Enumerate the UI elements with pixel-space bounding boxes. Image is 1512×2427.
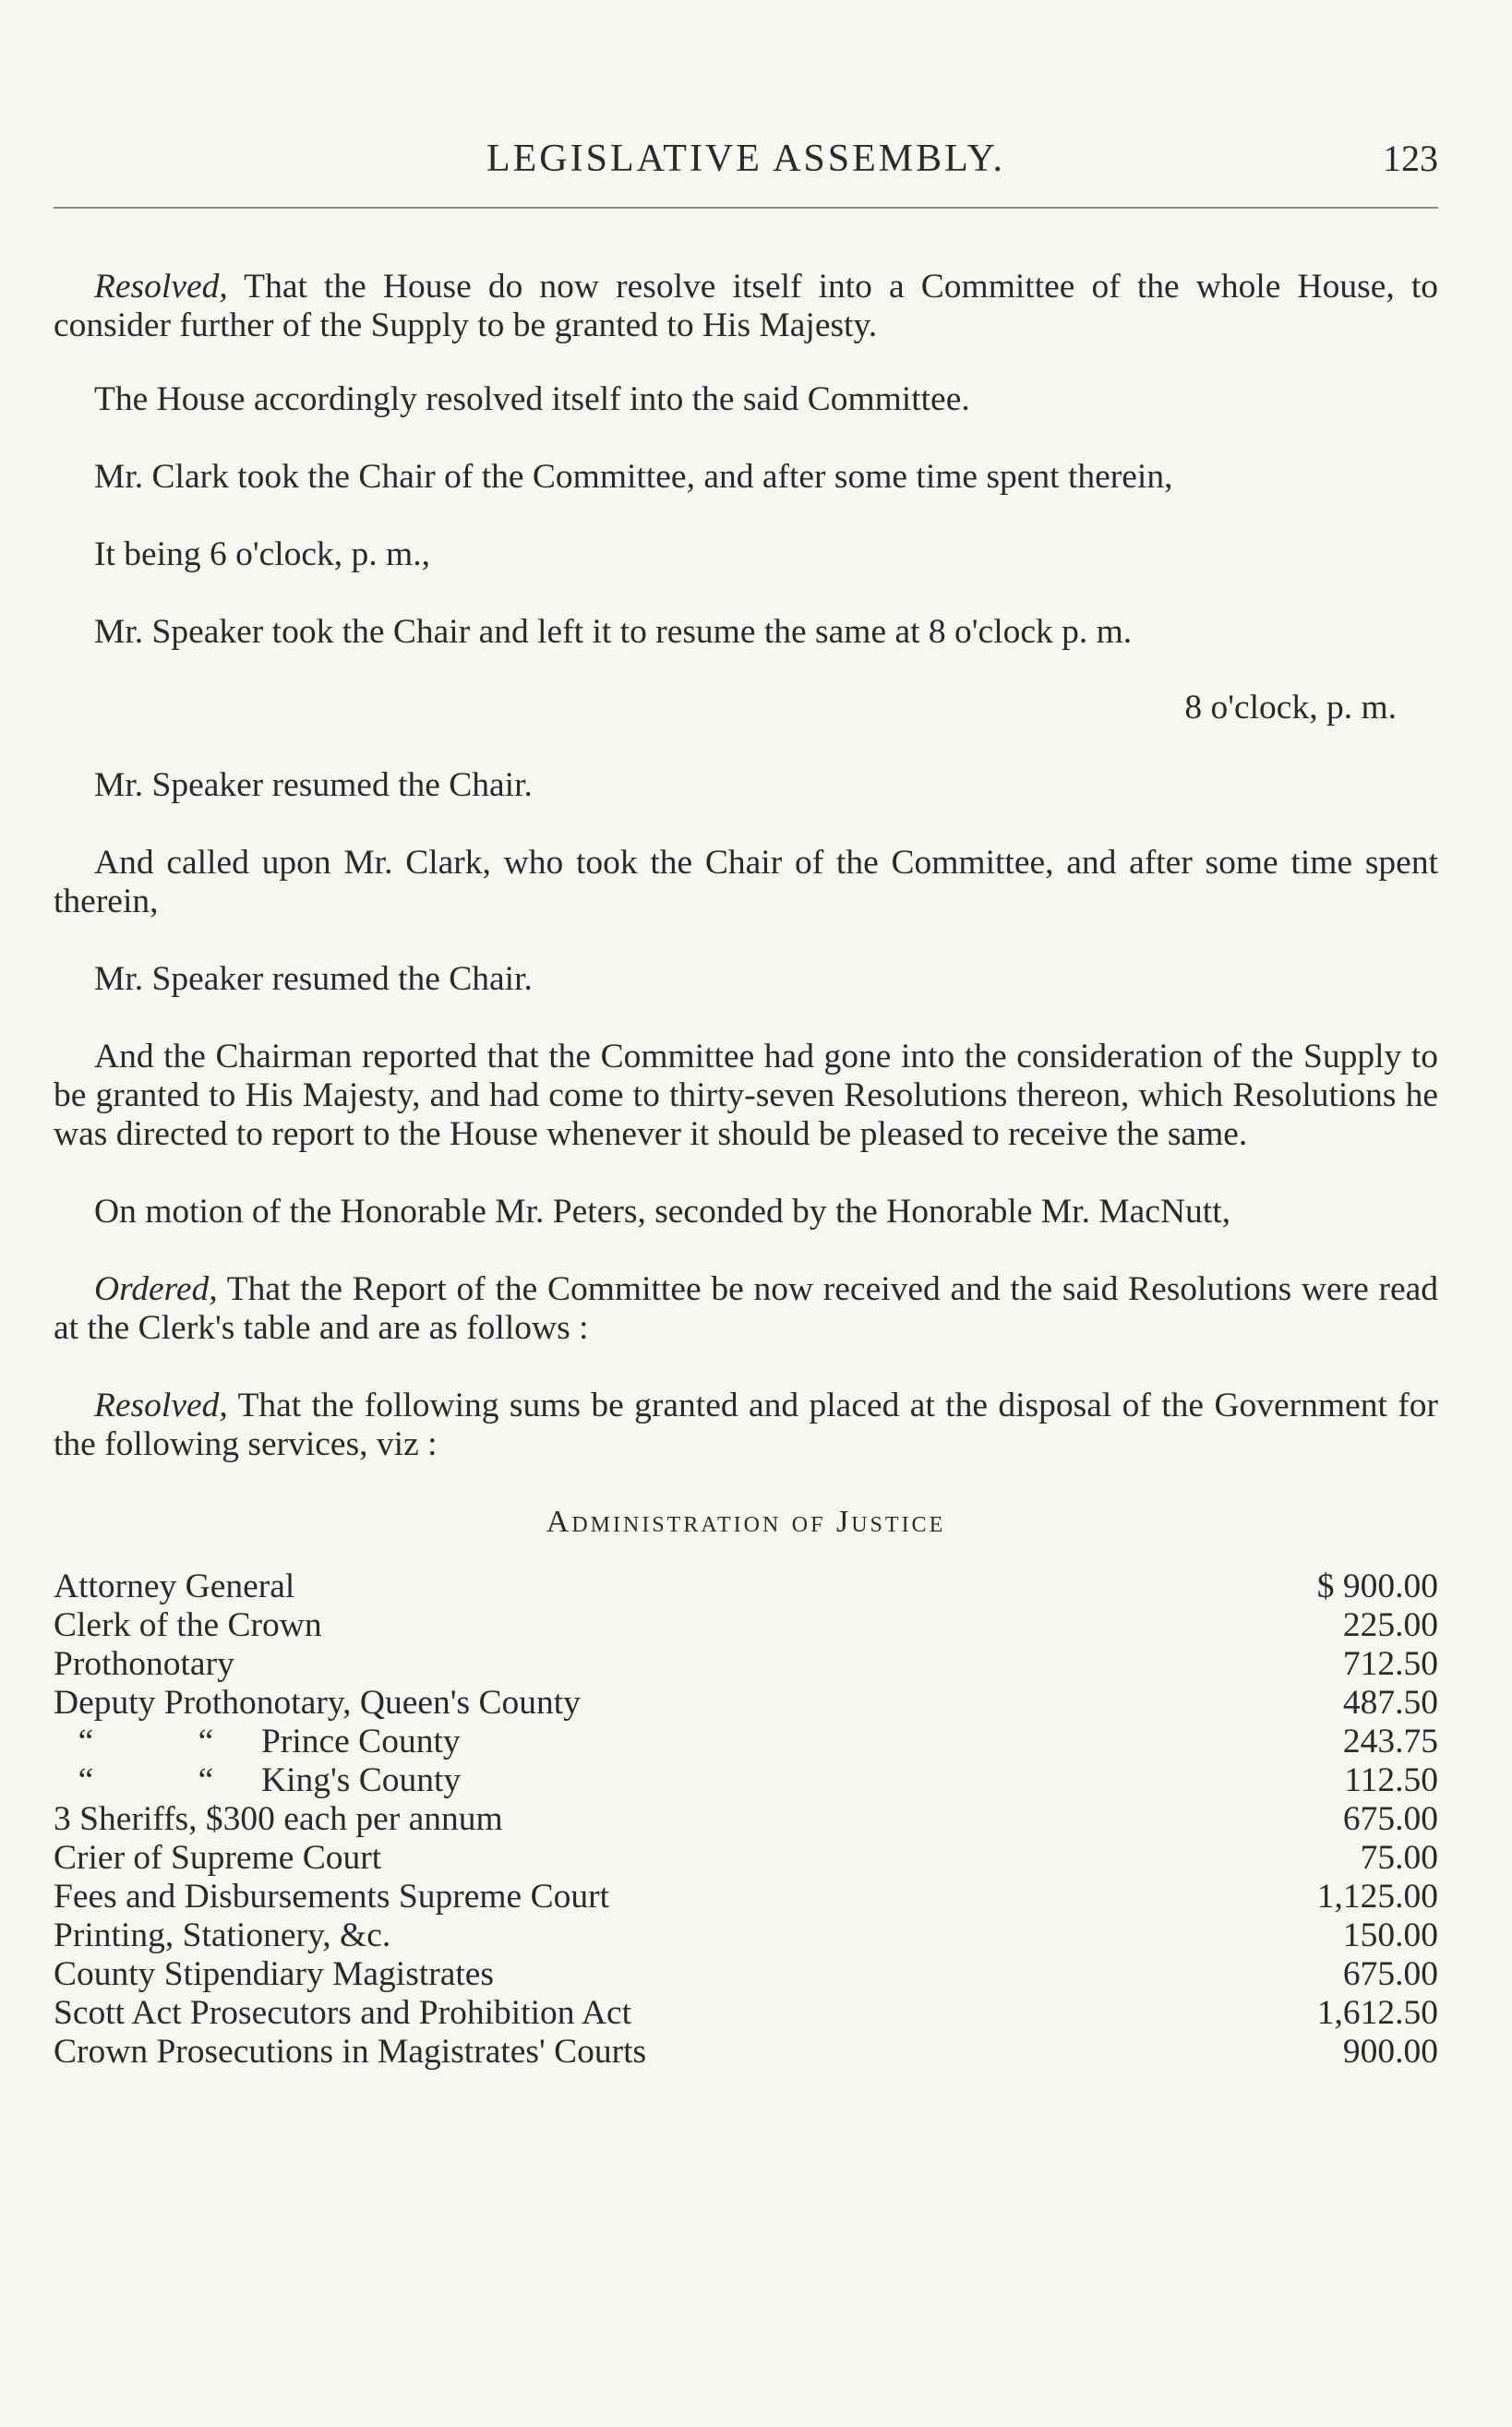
item-amount: 487.50	[1342, 1684, 1438, 1722]
item-label: Clerk of the Crown	[54, 1606, 322, 1644]
item-label: Printing, Stationery, &c.	[54, 1916, 391, 1954]
header-rule	[54, 207, 1438, 209]
paragraph-six-oclock: It being 6 o'clock, p. m.,	[94, 535, 430, 573]
item-label	[54, 1761, 1203, 1800]
ditto-mark: “	[78, 1723, 94, 1760]
item-label: Deputy Prothonotary, Queen's County	[54, 1684, 581, 1722]
item-amount: 712.50	[1342, 1645, 1438, 1683]
running-title: LEGISLATIVE ASSEMBLY.	[486, 138, 1006, 180]
paragraph-clark-chair: Mr. Clark took the Chair of the Committee, and after some time spent therein,	[94, 458, 1173, 496]
paragraph-chairman-report: And the Chairman reported that the Committee had gone into the consideration of the Supply to be granted to His Majesty, and had come to thirty-seven Resolutions thereon, which Resolutions he was directed to report to the House whenever it should be pleased to receive the same.	[54, 1038, 1438, 1153]
item-amount: 112.50	[1344, 1761, 1438, 1799]
item-amount: $ 900.00	[1316, 1568, 1438, 1605]
table-row	[54, 1955, 1438, 1994]
item-label: Scott Act Prosecutors and Prohibition Act	[54, 1994, 632, 2032]
paragraph-resolved-committee	[54, 268, 1438, 345]
table-row	[54, 1878, 1438, 1916]
ditto-mark: “	[78, 1761, 94, 1799]
paragraph-speaker-left: Mr. Speaker took the Chair and left it to resume the same at 8 o'clock p. m.	[94, 613, 1133, 651]
table-row	[54, 1800, 1438, 1839]
item-amount: 150.00	[1342, 1916, 1438, 1954]
paragraph-house-resolved: The House accordingly resolved itself into the said Committee.	[94, 380, 970, 418]
table-row	[54, 1761, 1438, 1800]
time-marker: 8 o'clock, p. m.	[1184, 689, 1397, 727]
paragraph-text: That the following sums be granted and placed at the disposal of the Government for the following services, viz :	[54, 1387, 1438, 1463]
table-row	[54, 1568, 1438, 1606]
table-row	[54, 1606, 1438, 1645]
page-number: 123	[1383, 138, 1438, 179]
body-text	[54, 268, 1438, 2072]
paragraph-resolved-sums	[54, 1387, 1438, 1464]
item-label	[54, 1723, 1203, 1761]
item-sublabel: Prince County	[261, 1723, 461, 1760]
item-label: Attorney General	[54, 1568, 295, 1605]
section-heading: Administration of Justice	[546, 1505, 946, 1539]
item-label: Crier of Supreme Court	[54, 1839, 382, 1877]
item-amount: 1,612.50	[1316, 1994, 1438, 2032]
item-label: County Stipendiary Magistrates	[54, 1955, 495, 1993]
table-row	[54, 1723, 1438, 1761]
item-amount: 75.00	[1360, 1839, 1438, 1877]
paragraph-ordered	[54, 1270, 1438, 1348]
table-row	[54, 2033, 1438, 2072]
paragraph-motion: On motion of the Honorable Mr. Peters, seconded by the Honorable Mr. MacNutt,	[94, 1193, 1230, 1231]
resolved-label: Resolved,	[94, 1387, 228, 1424]
paragraph-speaker-resumed: Mr. Speaker resumed the Chair.	[94, 766, 533, 804]
table-row	[54, 1684, 1438, 1723]
ordered-label: Ordered,	[94, 1270, 218, 1308]
item-label: Prothonotary	[54, 1645, 234, 1683]
item-label: Fees and Disbursements Supreme Court	[54, 1878, 609, 1916]
item-label: Crown Prosecutions in Magistrates' Courts	[54, 2033, 647, 2071]
paragraph-speaker-resumed-2: Mr. Speaker resumed the Chair.	[94, 960, 533, 998]
item-amount: 225.00	[1342, 1606, 1438, 1644]
appropriations-table	[54, 1568, 1438, 2072]
item-amount: 675.00	[1342, 1955, 1438, 1993]
item-sublabel: King's County	[261, 1761, 462, 1799]
paragraph-text: That the Report of the Committee be now received and the said Resolutions were read at the Clerk's table and are as follows :	[54, 1270, 1438, 1347]
paragraph-text: That the House do now resolve itself into a Committee of the whole House, to consider further of the Supply to be granted to His Majesty.	[54, 268, 1439, 344]
table-row	[54, 1916, 1438, 1955]
paragraph-called-clark: And called upon Mr. Clark, who took the Chair of the Committee, and after some time spent therein,	[54, 844, 1438, 920]
item-amount: 1,125.00	[1316, 1878, 1438, 1916]
table-row	[54, 1994, 1438, 2033]
table-row	[54, 1645, 1438, 1684]
item-amount: 243.75	[1342, 1723, 1438, 1760]
resolved-label: Resolved,	[94, 268, 228, 306]
page-header	[54, 137, 1438, 192]
item-amount: 675.00	[1342, 1800, 1438, 1838]
item-label: 3 Sheriffs, $300 each per annum	[54, 1800, 503, 1838]
ditto-mark: “	[198, 1761, 214, 1799]
item-amount: 900.00	[1342, 2033, 1438, 2071]
table-row	[54, 1839, 1438, 1878]
ditto-mark: “	[198, 1723, 214, 1760]
